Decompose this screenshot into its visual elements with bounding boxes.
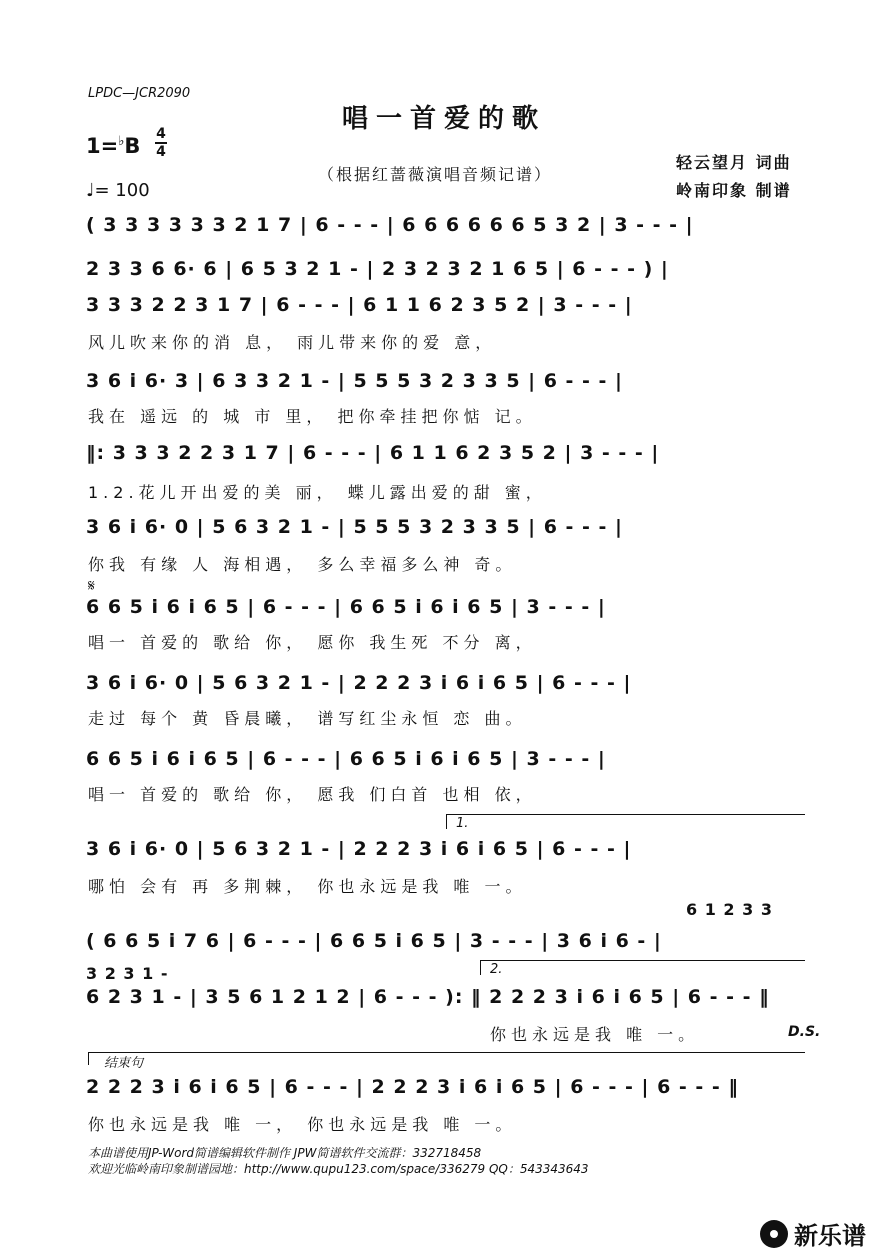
song-title: 唱一首爱的歌 bbox=[341, 104, 546, 134]
key-signature bbox=[86, 134, 140, 158]
lyric-line-12: 你也永远是我 唯 一。 bbox=[490, 1025, 700, 1044]
dal-segno: D.S. bbox=[788, 1024, 821, 1040]
volta-2-label: 2. bbox=[490, 962, 503, 977]
notation-line-1: ( 3 3 3 3 3 3 2 1 7 | 6 - - - | 6 6 6 6 6 6 5 3 2 | 3 - - - | bbox=[86, 214, 694, 236]
lyric-line-8: 走过 每个 黄 昏晨曦， 谱写红尘永恒 恋 曲。 bbox=[88, 709, 527, 728]
notation-line-7: 6 6 5 i 6 i 6 5 | 6 - - - | 6 6 5 i 6 i 6 5 | 3 - - - | bbox=[86, 596, 606, 618]
lyric-line-7: 唱一 首爱的 歌给 你， 愿你 我生死 不分 离， bbox=[88, 633, 537, 652]
notation-line-12: 6 2 3 1 - | 3 5 6 1 2 1 2 | 6 - - - ): ‖ 2 2 2 3 i 6 i 6 5 | 6 - - - ‖ bbox=[86, 986, 770, 1008]
lyric-line-4: 我在 遥远 的 城 市 里， 把你牵挂把你惦 记。 bbox=[88, 407, 537, 426]
time-signature bbox=[155, 127, 167, 159]
lyric-line-5: 1.2.花儿开出爱的美 丽， 蝶儿露出爱的甜 蜜， bbox=[88, 483, 547, 502]
notation-line-13: 2 2 2 3 i 6 i 6 5 | 6 - - - | 2 2 2 3 i 6 i 6 5 | 6 - - - | 6 - - - ‖ bbox=[86, 1076, 739, 1098]
volta-1-bracket bbox=[446, 814, 805, 829]
lyric-line-13: 你也永远是我 唯 一， 你也永远是我 唯 一。 bbox=[88, 1115, 517, 1134]
tempo-mark: ♩= 100 bbox=[86, 180, 150, 201]
lyric-line-9: 唱一 首爱的 歌给 你， 愿我 们白首 也相 依， bbox=[88, 785, 537, 804]
ending-label: 结束句 bbox=[104, 1056, 144, 1071]
disc-icon bbox=[760, 1220, 788, 1248]
notation-line-8: 3 6 i 6· 0 | 5 6 3 2 1 - | 2 2 2 3 i 6 i 6 5 | 6 - - - | bbox=[86, 672, 632, 694]
upper-voice-12: 3 2 3 1 - bbox=[86, 964, 169, 983]
lyric-line-6: 你我 有缘 人 海相遇， 多么幸福多么神 奇。 bbox=[88, 555, 517, 574]
ending-bracket bbox=[88, 1052, 805, 1065]
volta-1-label: 1. bbox=[456, 816, 469, 831]
time-top: 4 bbox=[156, 126, 166, 142]
segno-sign: 𝄋 bbox=[88, 576, 95, 595]
notation-line-4: 3 6 i 6· 3 | 6 3 3 2 1 - | 5 5 5 3 2 3 3 5 | 6 - - - | bbox=[86, 370, 623, 392]
notation-line-11: ( 6 6 5 i 7 6 | 6 - - - | 6 6 5 i 6 5 | 3 - - - | 3 6 i 6 - | bbox=[86, 930, 662, 952]
upper-voice-11: 6 1 2 3 3 bbox=[686, 900, 773, 919]
flat-sign: ♭ bbox=[118, 134, 125, 149]
notation-line-5: ‖: 3 3 3 2 2 3 1 7 | 6 - - - | 6 1 1 6 2 3 5 2 | 3 - - - | bbox=[86, 442, 660, 464]
notation-line-3: 3 3 3 2 2 3 1 7 | 6 - - - | 6 1 1 6 2 3 5 2 | 3 - - - | bbox=[86, 294, 633, 316]
subtitle: （根据红蔷薇演唱音频记谱） bbox=[318, 165, 553, 184]
arranger: 岭南印象 制谱 bbox=[676, 181, 792, 200]
notation-line-6: 3 6 i 6· 0 | 5 6 3 2 1 - | 5 5 5 3 2 3 3 5 | 6 - - - | bbox=[86, 516, 623, 538]
footer-line-1: 本曲谱使用JP-Word简谱编辑软件制作 JPW简谱软件交流群：332718458 bbox=[88, 1146, 482, 1160]
score-code: LPDC—JCR2090 bbox=[88, 86, 191, 101]
key-note: B bbox=[124, 134, 141, 158]
time-bottom: 4 bbox=[156, 144, 166, 160]
notation-line-2: 2 3 3 6 6· 6 | 6 5 3 2 1 - | 2 3 2 3 2 1 6 5 | 6 - - - ) | bbox=[86, 258, 669, 280]
key-prefix: 1= bbox=[86, 134, 119, 158]
lyric-line-3: 风儿吹来你的消 息， 雨儿带来你的爱 意， bbox=[88, 333, 497, 352]
footer-line-2: 欢迎光临岭南印象制谱园地：http://www.qupu123.com/space/336279 QQ：543343643 bbox=[88, 1162, 589, 1176]
lyric-line-10: 哪怕 会有 再 多荆棘， 你也永远是我 唯 一。 bbox=[88, 877, 527, 896]
lyricist-composer: 轻云望月 词曲 bbox=[676, 153, 792, 172]
brand-name: 新乐谱 bbox=[794, 1222, 866, 1250]
notation-line-9: 6 6 5 i 6 i 6 5 | 6 - - - | 6 6 5 i 6 i 6 5 | 3 - - - | bbox=[86, 748, 606, 770]
brand-logo bbox=[760, 1216, 866, 1251]
volta-2-bracket bbox=[480, 960, 805, 975]
notation-line-10: 3 6 i 6· 0 | 5 6 3 2 1 - | 2 2 2 3 i 6 i 6 5 | 6 - - - | bbox=[86, 838, 632, 860]
